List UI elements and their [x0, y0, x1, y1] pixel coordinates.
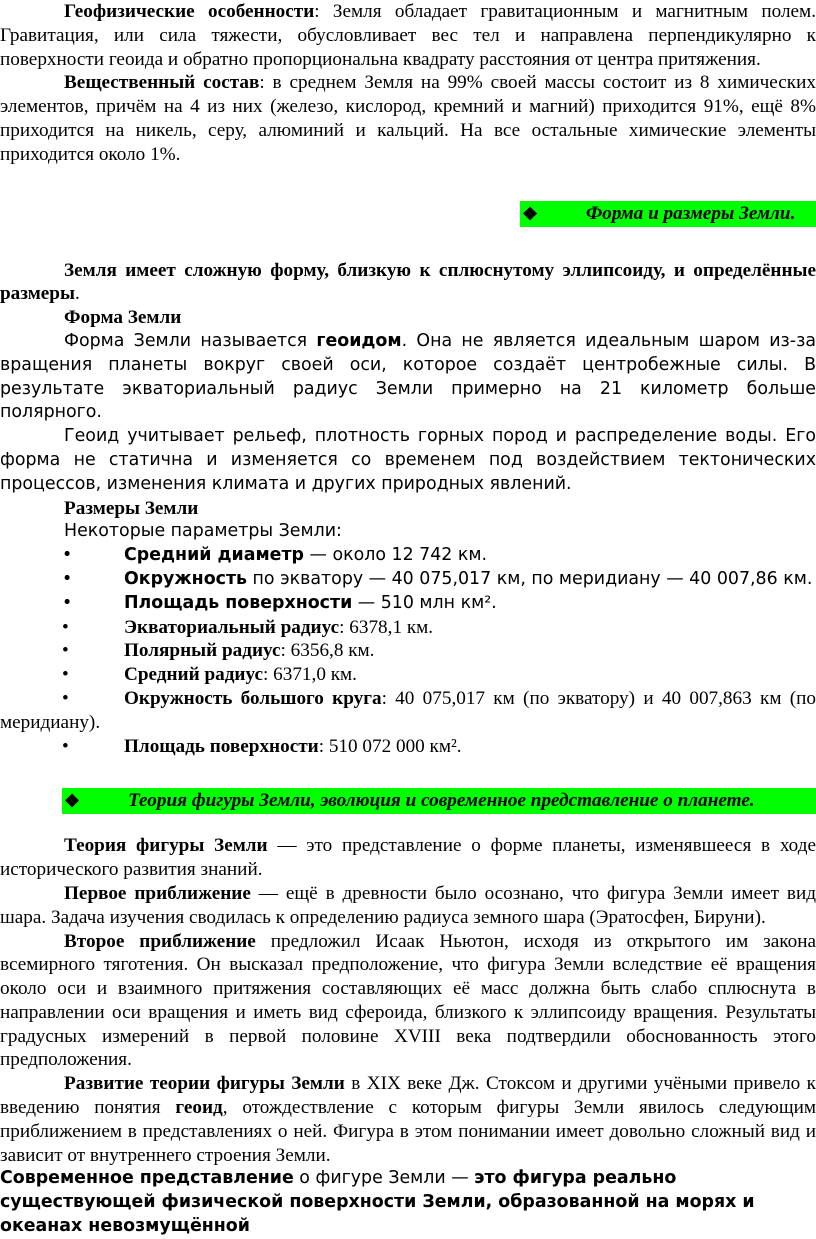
subheading-sizes: [0, 497, 816, 521]
paragraph-second-approx: [0, 930, 816, 1073]
subheading-text: Форма Земли: [64, 307, 182, 329]
paragraph-modern-view: [0, 1167, 816, 1238]
modern-view-bold-text: это фигура реально существующей физической поверхности Земли, образованной на морях и океанах невозмущённой: [0, 1168, 755, 1237]
list-item: [0, 568, 816, 592]
bullet-icon: •: [62, 664, 69, 686]
bullet-icon: •: [62, 568, 73, 589]
term-second-approx: Второе приближение: [64, 930, 256, 952]
list-item-term: Площадь поверхности: [124, 735, 319, 757]
bullet-icon: •: [62, 545, 73, 566]
list-item-term: Полярный радиус: [124, 640, 281, 662]
paragraph-text: предложил Исаак Ньютон, исходя из открытого им закона всемирного тяготения. Он высказал предположение, что фигура Земли вследствие её вращения около оси и взаимного притяжения составляющих её масс должна быть слабо сплюснута в направлении оси вращения и иметь вид сфероида, близкого к эллипсоиду вращения. Результаты градусных измерений в первой половине XVIII века подтвердили обоснованность этого предположения.: [0, 930, 816, 1071]
paragraph-shape-summary: [0, 259, 816, 307]
bullet-icon: •: [62, 640, 69, 662]
heading-text: Форма и размеры Земли.: [586, 202, 796, 224]
list-item-text: : 6356,8 км.: [280, 640, 375, 662]
paragraph-text: . Она не является идеальным шаром из-за вращения планеты вокруг своей оси, которое создаёт центробежные силы. В результате экваториальный радиус Земли примерно на 21 километр больше полярного.: [0, 330, 816, 423]
section-heading-shape: [0, 201, 816, 227]
term-first-approx: Первое приближение: [64, 882, 251, 904]
list-item: [0, 592, 816, 616]
list-item-term: Окружность большого круга: [124, 687, 382, 709]
paragraph-theory: [0, 834, 816, 882]
bullet-icon: •: [62, 735, 69, 757]
paragraph-text: о фигуре Земли —: [293, 1168, 475, 1189]
bullet-icon: •: [62, 687, 69, 709]
term-geoid: геоид: [175, 1097, 223, 1119]
list-item-term: Средний диаметр: [124, 545, 304, 566]
subheading-form: [0, 306, 816, 330]
heading-text: Теория фигуры Земли, эволюция и современное представление о планете.: [128, 790, 755, 812]
section-heading-theory: [0, 788, 816, 814]
term-modern-view: Современное представление: [0, 1168, 294, 1189]
params-list: [0, 544, 816, 758]
list-item: [0, 616, 816, 640]
paragraph-text: в XIX веке Дж. Стоксом и другими учёными привело к введению понятия: [0, 1073, 816, 1119]
term-theory-development: Развитие теории фигуры Земли: [64, 1073, 345, 1095]
paragraph-geophysics: [0, 0, 816, 71]
params-intro: Некоторые параметры Земли:: [64, 521, 342, 542]
list-item-term: Окружность: [124, 568, 248, 589]
shape-summary-bold: Земля имеет сложную форму, близкую к сплюснутому эллипсоиду, и определённые размеры: [0, 259, 816, 305]
list-item-text: — 510 млн км².: [352, 592, 497, 613]
list-item: [0, 639, 816, 663]
list-item-term: Средний радиус: [124, 664, 264, 686]
list-item-term: Экваториальный радиус: [124, 616, 340, 638]
list-item-text: : 6378,1 км.: [339, 616, 434, 638]
list-item-text: по экватору — 40 075,017 км, по меридиану — 40 007,86 км.: [247, 568, 813, 589]
term-composition: Вещественный состав: [64, 72, 260, 94]
diamond-bullet-icon: ❖: [64, 791, 81, 812]
paragraph-geoid-relief: Геоид учитывает рельеф, плотность горных пород и распределение воды. Его форма не статична и изменяется со временем под воздействием тектонических процессов, изменения климата и других природных явлений.: [0, 426, 816, 494]
list-item: [0, 687, 816, 735]
paragraph-text: : Земля обладает гравитационным и магнитным полем. Гравитация, или сила тяжести, обусловливает вес тел и направлена перпендикулярно к поверхности геоида и обратно пропорциональна квадрату расстояния от центра притяжения.: [0, 1, 816, 70]
paragraph-text: .: [74, 283, 80, 305]
list-item: [0, 663, 816, 687]
term-geoid: геоидом: [316, 330, 402, 351]
diamond-bullet-icon: ❖: [522, 203, 539, 224]
list-item-text: : 510 072 000 км².: [318, 735, 462, 757]
paragraph-text: — это представление о форме планеты, изменявшееся в ходе исторического развития знаний.: [0, 835, 816, 881]
list-item-text: — около 12 742 км.: [304, 545, 488, 566]
list-item: [0, 735, 816, 759]
paragraph-text: , отождествление с которым фигуры Земли явилось следующим приближением в представлениях о ней. Фигура в этом понимании имеет довольно сложный вид и зависит от внутреннего строения Земли.: [0, 1097, 816, 1166]
list-item: [0, 544, 816, 568]
list-item-text: : 40 075,017 км (по экватору) и 40 007,863 км (по меридиану).: [0, 687, 816, 733]
paragraph-geoid: [0, 330, 816, 425]
paragraph-composition: [0, 71, 816, 166]
bullet-icon: •: [62, 616, 69, 638]
term-geophysics: Геофизические особенности: [64, 1, 315, 22]
list-item-text: : 6371,0 км.: [263, 664, 357, 686]
paragraph-first-approx: [0, 882, 816, 930]
paragraph-text: : в среднем Земля на 99% своей массы состоит из 8 химических элементов, причём на 4 из них (железо, кислород, кремний и магний) приходится 91%, ещё 8% приходится на никель, серу, алюминий и кальций. На все остальные химические элементы приходится около 1%.: [0, 72, 816, 165]
paragraph-theory-development: [0, 1072, 816, 1167]
paragraph-text: — ещё в древности было осознано, что фигура Земли имеет вид шара. Задача изучения сводилась к определению радиуса земного шара (Эратосфен, Бируни).: [0, 882, 816, 928]
list-item-term: Площадь поверхности: [124, 592, 353, 613]
term-theory: Теория фигуры Земли: [64, 835, 268, 857]
subheading-text: Размеры Земли: [64, 497, 199, 519]
paragraph-text: Форма Земли называется: [64, 330, 317, 351]
bullet-icon: •: [62, 592, 73, 613]
